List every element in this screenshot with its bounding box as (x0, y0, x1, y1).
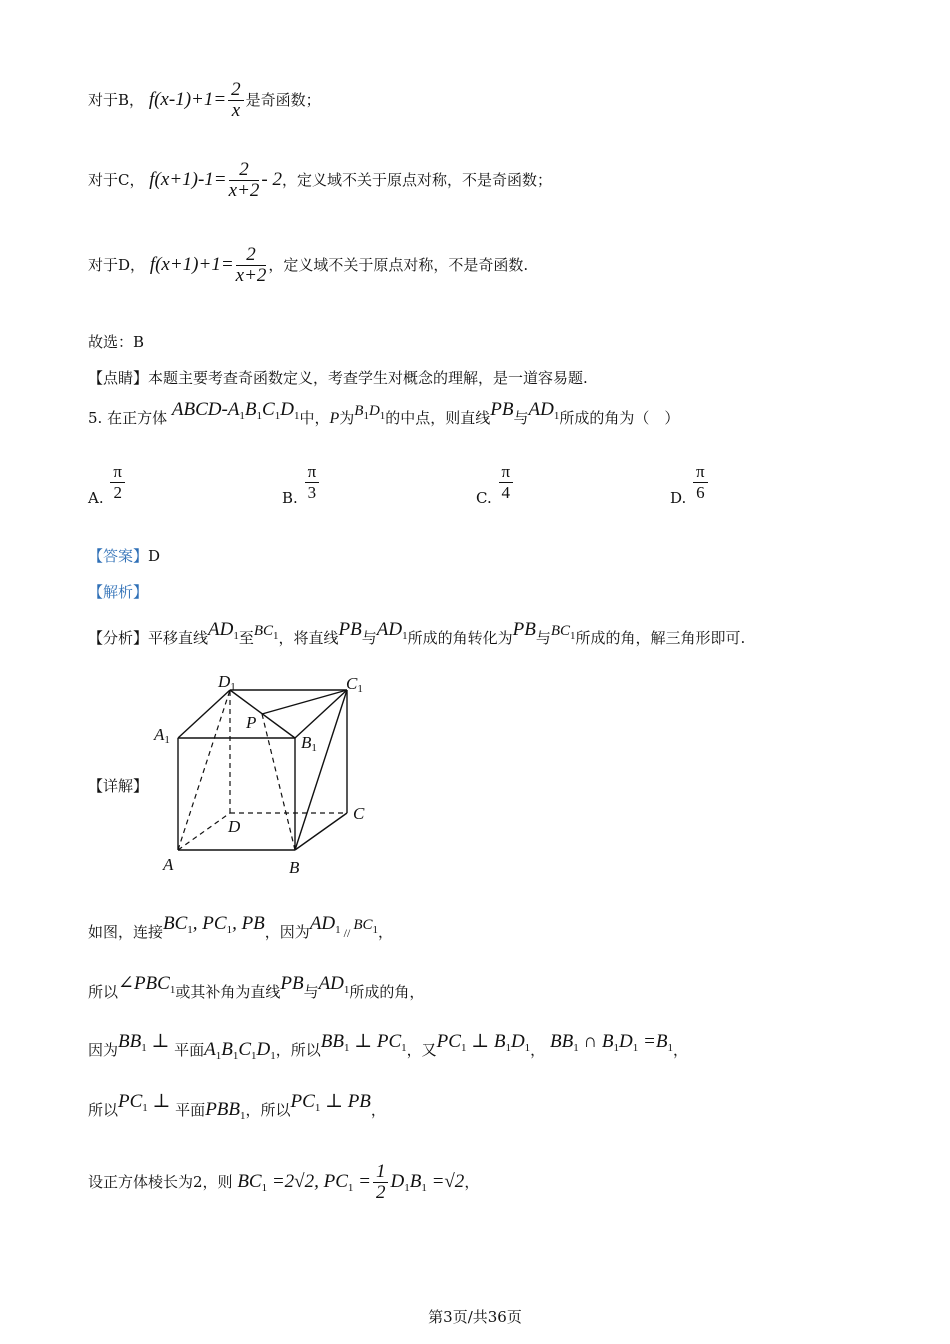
analysis-text-6: 所成的角，解三角形即可. (575, 629, 746, 647)
sol-3-math-e: $BB_1$ ∩ $B_1D_1 =B_1$ (549, 1031, 673, 1054)
sol-3-math-a: $BB_1$ ⊥ (118, 1031, 175, 1054)
label-b: B (289, 858, 300, 877)
analysis-tag: 【解析】 (88, 583, 149, 601)
analysis-text-4: 所成的角转化为 (407, 629, 513, 647)
label-a: A (163, 855, 174, 874)
sol-5-text-b: ， (464, 1172, 480, 1191)
choice-line: 故选：B (88, 333, 145, 351)
analysis-text-2: ，将直线 (278, 629, 339, 647)
sol-1-text-b: ，因为 (264, 923, 310, 941)
option-b-value: $\frac{\pi}{3}$ (305, 462, 320, 503)
solution-line-4 (88, 1091, 386, 1126)
option-a-label: A. (88, 488, 104, 507)
formula-d: f(x+1)+1= $\frac{2}{x+2}$ (149, 244, 267, 286)
an-ad1-a: $AD_1$ (208, 619, 239, 642)
option-c[interactable] (476, 462, 515, 507)
label-d: D (228, 817, 241, 836)
label-a1: A1 (154, 725, 170, 746)
sol-5-math: $BC_1 =2√2$, $PC_1$ = $\frac{1}{2}$ $D_1B_1 =√2$ (237, 1161, 465, 1203)
an-pb-b: PB (512, 619, 536, 640)
q-b1d1: $B_1D_1$ (354, 403, 386, 422)
q-cube: ABCD-$A_1B_1C_1D_1$ (171, 399, 300, 422)
line-d-tail: ，定义域不关于原点对称，不是奇函数. (268, 255, 529, 274)
hidden-a-d (178, 813, 230, 850)
answer-value: D (148, 547, 161, 565)
question-number: 5. 在正方体 (88, 409, 168, 427)
solution-line-5 (88, 1162, 479, 1203)
q-text-5: 所成的角为（ ） (559, 409, 680, 427)
sol-1-math-a: $BC_1$, $PC_1$, PB (163, 913, 265, 936)
option-b-label: B. (282, 488, 298, 507)
analysis-text-1: 至 (238, 629, 254, 647)
analysis-text-3: 与 (361, 629, 377, 647)
sol-1-text-a: 如图，连接 (88, 923, 164, 941)
line-option-c (88, 160, 552, 201)
question-5 (88, 399, 680, 434)
cube-figure (150, 668, 380, 880)
option-a-value: $\frac{\pi}{2}$ (110, 462, 125, 503)
sol-5-text-a: 设正方体棱长为2，则 (88, 1172, 233, 1191)
line-option-d (88, 245, 528, 286)
analysis-text-5: 与 (535, 629, 551, 647)
edge-b-c (295, 813, 347, 850)
q-point-p: P (329, 410, 340, 427)
q-text-1: 中， (299, 409, 330, 427)
line-c-tail: ，定义域不关于原点对称，不是奇函数； (281, 170, 552, 189)
analysis-line (88, 619, 746, 654)
sol-2-text-c: 与 (303, 983, 319, 1001)
an-ad1-b: $AD_1$ (376, 619, 408, 642)
sol-2-text-d: 所成的角， (349, 983, 425, 1001)
option-b[interactable] (282, 462, 321, 507)
comment-line: 【点睛】本题主要考查奇函数定义，考查学生对概念的理解，是一道容易题. (88, 369, 588, 387)
option-c-label: C. (476, 488, 492, 507)
sol-2-text-b: 或其补角为直线 (175, 983, 281, 1001)
sol-2-math-b: PB (280, 973, 304, 994)
sol-3-math-c: $BB_1$ ⊥ $PC_1$ (320, 1031, 407, 1054)
sol-3-text-e: ， (530, 1041, 546, 1059)
sol-4-text-a: 所以 (88, 1101, 119, 1119)
label-d1: D1 (218, 672, 236, 693)
label-b1: B1 (301, 733, 317, 754)
line-c-label: 对于C， (88, 170, 145, 189)
q-text-4: 与 (513, 409, 529, 427)
formula-c: f(x+1)-1= $\frac{2}{x+2}$ - 2 (149, 159, 282, 201)
sol-3-text-f: ， (672, 1041, 688, 1059)
page-footer: 第3页/共36页 (428, 1308, 522, 1326)
answer-tag: 【答案】 (88, 547, 149, 565)
an-pb-a: PB (338, 619, 362, 640)
sol-3-text-a: 因为 (88, 1041, 119, 1059)
sol-4-text-d: ， (370, 1101, 386, 1119)
label-c1: C1 (346, 674, 363, 695)
sol-4-text-b: 平面 (175, 1101, 206, 1119)
option-d-value: $\frac{\pi}{6}$ (693, 462, 708, 503)
line-b-tail: 是奇函数； (245, 90, 321, 109)
sol-2-math-c: $AD_1$ (318, 973, 350, 996)
sol-3-text-d: ，又 (406, 1041, 437, 1059)
sol-4-text-c: ，所以 (245, 1101, 291, 1119)
q-text-2: 为 (339, 409, 355, 427)
q-text-3: 的中点，则直线 (385, 409, 491, 427)
option-d-label: D. (670, 488, 687, 507)
q-ad1: $AD_1$ (528, 399, 560, 422)
sol-3-text-c: ，所以 (275, 1041, 321, 1059)
answer-line (88, 546, 160, 566)
sol-4-math-a: $PC_1$ ⊥ (118, 1091, 176, 1114)
line-d-label: 对于D， (88, 255, 146, 274)
solution-line-3 (88, 1031, 688, 1066)
sol-1-math-c: $BC_1$ (353, 917, 378, 936)
solution-line-1: 如图，连接$BC_1$, $PC_1$, PB，因为$AD_1 // BC_1$， (88, 913, 393, 941)
q-pb: PB (490, 399, 514, 420)
detail-tag: 【详解】 (88, 777, 149, 795)
line-option-b (88, 80, 321, 121)
sol-4-math-c: $PC_1$ ⊥ PB (290, 1091, 371, 1114)
sol-1-math-b: $AD_1$ (309, 913, 341, 936)
an-bc1-a: $BC_1$ (253, 623, 279, 642)
label-p: P (246, 713, 257, 732)
edge-a1-d1 (178, 690, 230, 738)
sol-3-math-b: $A_1B_1C_1D_1$ (204, 1039, 276, 1062)
sol-4-math-b: $PBB_1$ (205, 1099, 246, 1122)
solution-line-2 (88, 973, 425, 1008)
label-c: C (353, 804, 365, 823)
sol-2-text-a: 所以 (88, 983, 119, 1001)
option-c-value: $\frac{\pi}{4}$ (499, 462, 514, 503)
line-b-label: 对于B， (88, 90, 145, 109)
sol-3-text-b: 平面 (174, 1041, 205, 1059)
option-d[interactable] (670, 462, 710, 507)
option-a[interactable] (88, 462, 127, 507)
sol-3-math-d: $PC_1$ ⊥ $B_1D_1$ (436, 1031, 531, 1054)
sol-1-text-c: ， (377, 923, 393, 941)
analysis-text-0: 【分析】平移直线 (88, 629, 209, 647)
sol-2-math-a: $\angle PBC_1$ (118, 973, 176, 996)
formula-b: f(x-1)+1= $\frac{2}{x}$ (149, 89, 246, 110)
an-bc1-b: $BC_1$ (550, 623, 576, 642)
